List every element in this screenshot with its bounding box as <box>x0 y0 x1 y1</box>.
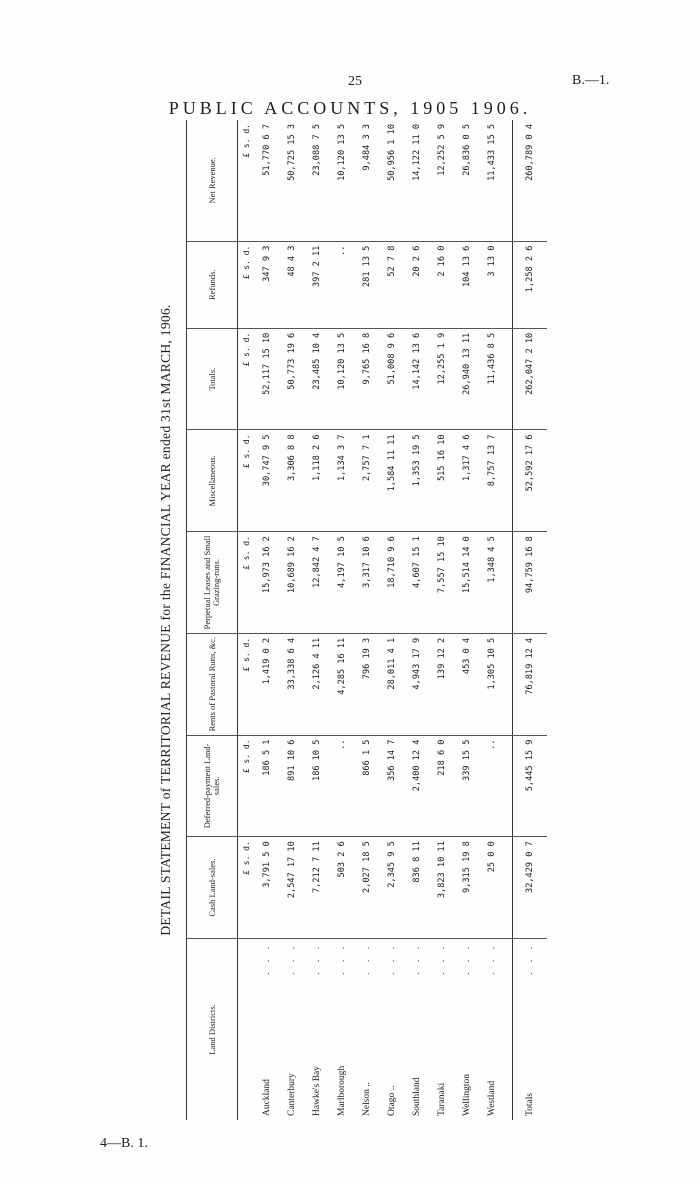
value-cell: 8,757 13 7 <box>479 430 504 532</box>
value-cell: 25 0 0 <box>479 837 504 939</box>
value-cell: 2,400 12 4 <box>404 735 429 837</box>
district-cell <box>379 938 404 1120</box>
page-reference: B.—1. <box>572 73 610 88</box>
value-cell: 10,120 13 5 <box>329 120 354 241</box>
value-cell: 18,710 9 6 <box>379 532 404 634</box>
unit-label: £ s. d. <box>238 532 255 634</box>
leader-dots: . . . <box>411 942 422 975</box>
district-name: Westland <box>486 1080 497 1116</box>
col-header-deferred: Deferred-payment Land-sales. <box>187 735 238 837</box>
value-cell: 20 2 6 <box>404 241 429 328</box>
col-header-net: Net Revenue. <box>187 120 238 241</box>
district-cell <box>429 938 454 1120</box>
value-cell: 139 12 2 <box>429 633 454 735</box>
value-cell: 50,773 19 6 <box>279 328 304 430</box>
value-cell: 3,791 5 0 <box>254 837 279 939</box>
value-cell: 14,142 13 6 <box>404 328 429 430</box>
col-header-totals: Totals. <box>187 328 238 430</box>
value-cell: 3 13 0 <box>479 241 504 328</box>
value-cell: 15,514 14 0 <box>454 532 479 634</box>
value-cell: 51,770 6 7 <box>254 120 279 241</box>
leader-dots: . . . <box>286 942 297 975</box>
unit-label: £ s. d. <box>238 430 255 532</box>
total-cell: 94,759 16 8 <box>513 532 548 634</box>
value-cell: 356 14 7 <box>379 735 404 837</box>
value-cell: 453 0 4 <box>454 633 479 735</box>
value-cell: 7,212 7 11 <box>304 837 329 939</box>
value-cell: 2,547 17 10 <box>279 837 304 939</box>
page-footer: 4—B. 1. <box>100 1136 148 1151</box>
value-cell: 23,485 10 4 <box>304 328 329 430</box>
value-cell: 26,836 0 5 <box>454 120 479 241</box>
value-cell: 11,436 8 5 <box>479 328 504 430</box>
value-cell: 12,255 1 9 <box>429 328 454 430</box>
value-cell: 28,011 4 1 <box>379 633 404 735</box>
value-cell: 4,285 16 11 <box>329 633 354 735</box>
value-cell: 218 6 0 <box>429 735 454 837</box>
totals-label: Totals <box>525 1092 535 1116</box>
value-cell: 7,557 15 10 <box>429 532 454 634</box>
value-cell: 2,027 18 5 <box>354 837 379 939</box>
district-name: Otago .. <box>386 1085 397 1116</box>
value-cell: .. <box>329 735 354 837</box>
unit-label: £ s. d. <box>238 120 255 241</box>
value-cell: 281 13 5 <box>354 241 379 328</box>
leader-dots: . . . <box>361 942 372 975</box>
value-cell: 397 2 11 <box>304 241 329 328</box>
value-cell: 3,306 8 8 <box>279 430 304 532</box>
value-cell: 3,317 10 6 <box>354 532 379 634</box>
table-row <box>379 120 404 1120</box>
value-cell: 14,122 11 0 <box>404 120 429 241</box>
unit-label: £ s. d. <box>238 837 255 939</box>
table-row <box>329 120 354 1120</box>
value-cell: 52,117 15 10 <box>254 328 279 430</box>
value-cell: 30,747 9 5 <box>254 430 279 532</box>
table-row <box>304 120 329 1120</box>
value-cell: 3,823 10 11 <box>429 837 454 939</box>
value-cell: 26,940 13 11 <box>454 328 479 430</box>
value-cell: 50,725 15 3 <box>279 120 304 241</box>
district-name: Taranaki <box>436 1082 447 1116</box>
value-cell: 4,943 17 9 <box>404 633 429 735</box>
table-row <box>479 120 504 1120</box>
value-cell: 11,433 15 5 <box>479 120 504 241</box>
total-cell: 260,789 0 4 <box>513 120 548 241</box>
col-header-perpetual: Perpetual Leases and Small Grazing-runs. <box>187 532 238 634</box>
value-cell: 186 10 5 <box>304 735 329 837</box>
table-row <box>279 120 304 1120</box>
value-cell: 1,584 11 11 <box>379 430 404 532</box>
value-cell: 2,126 4 11 <box>304 633 329 735</box>
col-header-refunds: Refunds. <box>187 241 238 328</box>
district-name: Canterbury <box>286 1073 297 1116</box>
district-cell <box>279 938 304 1120</box>
header-row <box>187 120 238 1120</box>
district-cell <box>479 938 504 1120</box>
leader-dots: . . . <box>311 942 322 975</box>
leader-dots: . . . <box>436 942 447 975</box>
leader-dots: . . . <box>336 942 347 975</box>
col-header-misc: Miscellaneous. <box>187 430 238 532</box>
leader-dots: . . . <box>461 942 472 975</box>
value-cell: 1,419 0 2 <box>254 633 279 735</box>
leader-dots: . . . <box>261 942 272 975</box>
value-cell: 4,607 15 1 <box>404 532 429 634</box>
district-name: Marlborough <box>336 1065 347 1116</box>
page-number: 25 <box>348 74 362 89</box>
unit-label: £ s. d. <box>238 328 255 430</box>
value-cell: .. <box>479 735 504 837</box>
leader-dots: . . . <box>386 942 397 975</box>
value-cell: 1,348 4 5 <box>479 532 504 634</box>
table-row <box>404 120 429 1120</box>
total-cell: 52,592 17 6 <box>513 430 548 532</box>
col-header-district: Land Districts. <box>187 938 238 1120</box>
value-cell: 23,088 7 5 <box>304 120 329 241</box>
value-cell: 186 5 1 <box>254 735 279 837</box>
value-cell: 9,484 3 3 <box>354 120 379 241</box>
district-cell <box>304 938 329 1120</box>
total-cell: 262,047 2 10 <box>513 328 548 430</box>
value-cell: 503 2 6 <box>329 837 354 939</box>
value-cell: 10,120 13 5 <box>329 328 354 430</box>
value-cell: 9,315 19 8 <box>454 837 479 939</box>
value-cell: 891 10 6 <box>279 735 304 837</box>
district-cell <box>329 938 354 1120</box>
district-name: Nelson .. <box>361 1081 372 1116</box>
value-cell: 52 7 8 <box>379 241 404 328</box>
totals-label-cell <box>513 938 548 1120</box>
value-cell: 2 16 0 <box>429 241 454 328</box>
table-row <box>354 120 379 1120</box>
value-cell: 12,252 5 9 <box>429 120 454 241</box>
col-header-pastoral: Rents of Pastoral Runs, &c. <box>187 633 238 735</box>
value-cell: 347 9 3 <box>254 241 279 328</box>
col-header-cash: Cash Land-sales. <box>187 837 238 939</box>
leader-dots: . . . <box>525 942 535 975</box>
total-cell: 76,819 12 4 <box>513 633 548 735</box>
district-cell <box>354 938 379 1120</box>
value-cell: 1,317 4 6 <box>454 430 479 532</box>
value-cell: 48 4 3 <box>279 241 304 328</box>
value-cell: 50,956 1 10 <box>379 120 404 241</box>
value-cell: 1,118 2 6 <box>304 430 329 532</box>
spacer-row <box>504 120 513 1120</box>
unit-label: £ s. d. <box>238 241 255 328</box>
value-cell: 2,345 9 5 <box>379 837 404 939</box>
value-cell: 796 19 3 <box>354 633 379 735</box>
value-cell: 10,689 16 2 <box>279 532 304 634</box>
value-cell: 12,842 4 7 <box>304 532 329 634</box>
value-cell: 9,765 16 8 <box>354 328 379 430</box>
value-cell: 1,305 10 5 <box>479 633 504 735</box>
table-caption: DETAIL STATEMENT of TERRITORIAL REVENUE for the FINANCIAL YEAR ended 31st MARCH, 1906. <box>158 304 173 936</box>
table-row <box>454 120 479 1120</box>
value-cell: 866 1 5 <box>354 735 379 837</box>
value-cell: 4,197 10 5 <box>329 532 354 634</box>
value-cell: 836 8 11 <box>404 837 429 939</box>
value-cell: .. <box>329 241 354 328</box>
value-cell: 51,008 9 6 <box>379 328 404 430</box>
rotated-table-block <box>158 120 535 1120</box>
total-cell: 1,258 2 6 <box>513 241 548 328</box>
value-cell: 515 16 10 <box>429 430 454 532</box>
unit-label: £ s. d. <box>238 633 255 735</box>
value-cell: 1,353 19 5 <box>404 430 429 532</box>
table-row <box>254 120 279 1120</box>
district-name: Southland <box>411 1077 422 1116</box>
district-name: Auckland <box>261 1079 272 1116</box>
total-cell: 32,429 0 7 <box>513 837 548 939</box>
district-cell <box>454 938 479 1120</box>
table-row <box>429 120 454 1120</box>
units-row <box>238 120 255 1120</box>
value-cell: 339 15 5 <box>454 735 479 837</box>
table-body <box>254 120 504 1120</box>
value-cell: 2,757 7 1 <box>354 430 379 532</box>
value-cell: 104 13 6 <box>454 241 479 328</box>
page-title: PUBLIC ACCOUNTS, 1905 1906. <box>168 98 532 118</box>
unit-label: £ s. d. <box>238 735 255 837</box>
value-cell: 15,973 16 2 <box>254 532 279 634</box>
district-cell <box>404 938 429 1120</box>
district-name: Wellington <box>461 1074 472 1116</box>
total-cell: 5,445 15 9 <box>513 735 548 837</box>
leader-dots: . . . <box>486 942 497 975</box>
district-name: Hawke's Bay <box>311 1066 322 1116</box>
revenue-table <box>186 120 547 1120</box>
district-cell <box>254 938 279 1120</box>
totals-row <box>513 120 548 1120</box>
value-cell: 33,338 6 4 <box>279 633 304 735</box>
value-cell: 1,134 3 7 <box>329 430 354 532</box>
